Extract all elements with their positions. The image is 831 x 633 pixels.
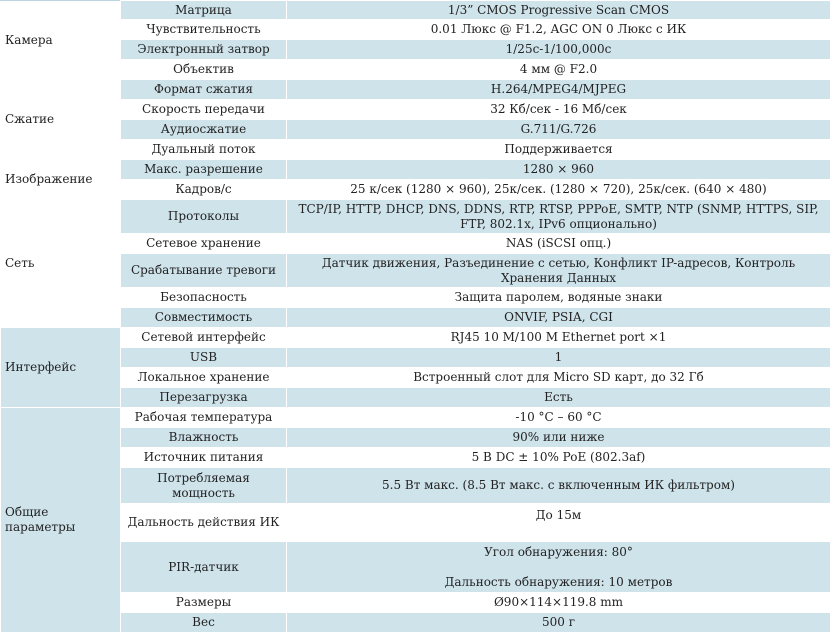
param-label: Матрица bbox=[121, 1, 287, 20]
table-row bbox=[1, 1, 831, 20]
category-compression: Сжатие bbox=[1, 80, 121, 160]
param-label: Аудиосжатие bbox=[121, 120, 287, 140]
param-value: NAS (iSCSI опц.) bbox=[287, 234, 831, 254]
param-value: Датчик движения, Разъединение с сетью, Конфликт IP-адресов, Контроль Хранения Данных bbox=[287, 254, 831, 288]
param-value: RJ45 10 M/100 M Ethernet port ×1 bbox=[287, 328, 831, 348]
param-label: Дуальный поток bbox=[121, 140, 287, 160]
table-row bbox=[1, 348, 831, 368]
param-label: Совместимость bbox=[121, 308, 287, 328]
param-value: Встроенный слот для Micro SD карт, до 32 Гб bbox=[287, 368, 831, 388]
category-interface: Интерфейс bbox=[1, 328, 121, 408]
table-row bbox=[1, 234, 831, 254]
table-row bbox=[1, 20, 831, 40]
category-general: Общие параметры bbox=[1, 408, 121, 633]
param-label: PIR-датчик bbox=[121, 542, 287, 593]
table-row bbox=[1, 593, 831, 613]
category-network: Сеть bbox=[1, 200, 121, 328]
table-row bbox=[1, 468, 831, 504]
param-label: Перезагрузка bbox=[121, 388, 287, 408]
param-label: Сетевое хранение bbox=[121, 234, 287, 254]
param-label: Скорость передачи bbox=[121, 100, 287, 120]
table-row bbox=[1, 254, 831, 288]
table-row bbox=[1, 408, 831, 428]
param-value bbox=[287, 542, 831, 593]
param-value: 1/3” CMOS Progressive Scan CMOS bbox=[287, 1, 831, 20]
param-label: Кадров/с bbox=[121, 180, 287, 200]
table-row bbox=[1, 180, 831, 200]
param-value: Поддерживается bbox=[287, 140, 831, 160]
table-row bbox=[1, 428, 831, 448]
param-label: Вес bbox=[121, 613, 287, 633]
table-row bbox=[1, 200, 831, 234]
table-row bbox=[1, 308, 831, 328]
param-label: Источник питания bbox=[121, 448, 287, 468]
table-row bbox=[1, 368, 831, 388]
table-row bbox=[1, 160, 831, 180]
param-label: Электронный затвор bbox=[121, 40, 287, 60]
param-value: TCP/IP, HTTP, DHCP, DNS, DDNS, RTP, RTSP, PPPoE, SMTP, NTP (SNMP, HTTPS, SIP, FTP, 802.1x, IPv6 опционально) bbox=[287, 200, 831, 234]
param-label: Рабочая температура bbox=[121, 408, 287, 428]
param-value: H.264/MPEG4/MJPEG bbox=[287, 80, 831, 100]
param-value: ONVIF, PSIA, CGI bbox=[287, 308, 831, 328]
param-value: Есть bbox=[287, 388, 831, 408]
param-label: Протоколы bbox=[121, 200, 287, 234]
param-value: 32 Кб/сек - 16 Мб/сек bbox=[287, 100, 831, 120]
table-row bbox=[1, 542, 831, 593]
param-label: Потребляемая мощность bbox=[121, 468, 287, 504]
param-value: 25 к/сек (1280 × 960), 25к/сек. (1280 × 720), 25к/сек. (640 × 480) bbox=[287, 180, 831, 200]
param-label: Формат сжатия bbox=[121, 80, 287, 100]
param-value: 90% или ниже bbox=[287, 428, 831, 448]
param-label: Размеры bbox=[121, 593, 287, 613]
table-row bbox=[1, 120, 831, 140]
table-row bbox=[1, 140, 831, 160]
param-value: 4 мм @ F2.0 bbox=[287, 60, 831, 80]
param-value: Защита паролем, водяные знаки bbox=[287, 288, 831, 308]
param-value: 1/25с-1/100,000с bbox=[287, 40, 831, 60]
table-row bbox=[1, 288, 831, 308]
param-value: 500 г bbox=[287, 613, 831, 633]
table-row bbox=[1, 448, 831, 468]
table-row bbox=[1, 388, 831, 408]
table-row bbox=[1, 60, 831, 80]
category-image: Изображение bbox=[1, 160, 121, 200]
table-row bbox=[1, 504, 831, 542]
param-label: Чувствительность bbox=[121, 20, 287, 40]
param-label: Объектив bbox=[121, 60, 287, 80]
param-label: Макс. разрешение bbox=[121, 160, 287, 180]
pir-distance: Дальность обнаружения: 10 метров bbox=[444, 574, 673, 589]
param-value: G.711/G.726 bbox=[287, 120, 831, 140]
param-value: Ø90×114×119.8 mm bbox=[287, 593, 831, 613]
table-row bbox=[1, 100, 831, 120]
param-value: 1 bbox=[287, 348, 831, 368]
param-value: До 15м bbox=[287, 504, 831, 542]
param-value: 5 В DC ± 10% PoE (802.3af) bbox=[287, 448, 831, 468]
table-row bbox=[1, 328, 831, 348]
pir-angle: Угол обнаружения: 80° bbox=[484, 544, 633, 559]
param-label: USB bbox=[121, 348, 287, 368]
param-label: Локальное хранение bbox=[121, 368, 287, 388]
param-label: Дальность действия ИК bbox=[121, 504, 287, 542]
table-row bbox=[1, 40, 831, 60]
table-row bbox=[1, 80, 831, 100]
param-value: 0.01 Люкс @ F1.2, AGC ON 0 Люкс с ИК bbox=[287, 20, 831, 40]
param-value: -10 °C – 60 °C bbox=[287, 408, 831, 428]
param-value: 5.5 Вт макс. (8.5 Вт макс. с включенным ИК фильтром) bbox=[287, 468, 831, 504]
category-camera: Камера bbox=[1, 1, 121, 80]
param-label: Влажность bbox=[121, 428, 287, 448]
table-row bbox=[1, 613, 831, 633]
param-value: 1280 × 960 bbox=[287, 160, 831, 180]
param-label: Безопасность bbox=[121, 288, 287, 308]
param-label: Срабатывание тревоги bbox=[121, 254, 287, 288]
param-label: Сетевой интерфейс bbox=[121, 328, 287, 348]
